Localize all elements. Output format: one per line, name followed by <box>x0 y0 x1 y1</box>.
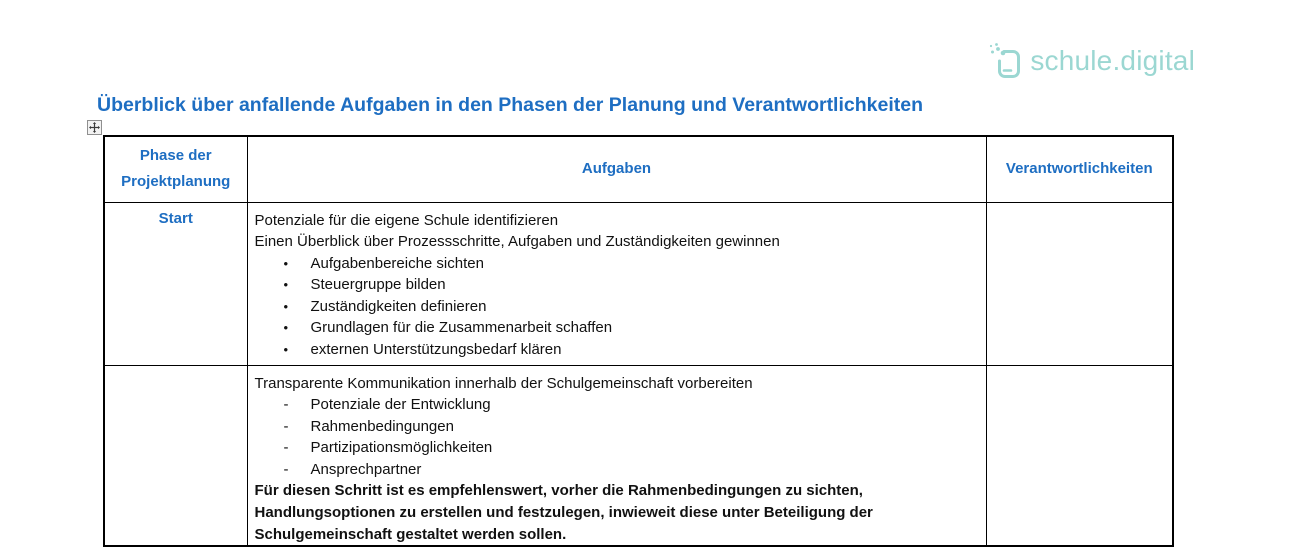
dash-marker: - <box>283 396 289 414</box>
advice-note-line: Für diesen Schritt ist es empfehlenswert, vorher die Rahmenbedingungen zu sichten, <box>254 482 863 500</box>
tasks-cell <box>247 365 986 546</box>
task-list-item <box>255 339 978 361</box>
task-intro-line: Einen Überblick über Prozessschritte, Aufgaben und Zuständigkeiten gewinnen <box>254 233 780 251</box>
page-title: Überblick über anfallende Aufgaben in den Phasen der Planung und Verantwortlichkeiten <box>97 94 924 116</box>
bullet-text: externen Unterstützungsbedarf klären <box>310 341 562 359</box>
advice-note-line: Handlungsoptionen zu erstellen und festzulegen, inwieweit diese unter Beteiligung der <box>254 504 873 522</box>
bullet-text: Ansprechpartner <box>310 460 422 478</box>
bullet-marker: • <box>283 320 289 336</box>
bullet-text: Aufgabenbereiche sichten <box>310 254 484 272</box>
task-list-item <box>255 416 978 438</box>
task-intro-line: Potenziale für die eigene Schule identifizieren <box>254 211 559 229</box>
logo <box>989 42 1195 80</box>
planning-table <box>103 135 1174 547</box>
dash-marker: - <box>283 417 289 435</box>
task-list-item <box>255 437 978 459</box>
move-arrows-icon <box>89 122 100 133</box>
tasks-cell <box>247 202 986 365</box>
col-header-phase: Phase der Projektplanung <box>104 136 247 202</box>
bullet-text: Zuständigkeiten definieren <box>310 297 487 315</box>
responsibility-cell <box>986 365 1173 546</box>
task-intro-line: Transparente Kommunikation innerhalb der Schulgemeinschaft vorbereiten <box>254 374 753 392</box>
table-row-start <box>104 202 1173 365</box>
bullet-text: Grundlagen für die Zusammenarbeit schaffen <box>310 319 613 337</box>
bullet-marker: • <box>283 298 289 314</box>
task-list-item <box>255 459 978 481</box>
phase-cell: Start <box>104 202 247 365</box>
phase-cell <box>104 365 247 546</box>
task-list-item <box>255 253 978 275</box>
task-list-item <box>255 317 978 339</box>
advice-note-line: Schulgemeinschaft gestaltet werden sollen. <box>254 525 567 543</box>
bullet-marker: • <box>283 342 289 358</box>
bullet-marker: • <box>283 255 289 271</box>
task-list-item <box>255 394 978 416</box>
responsibility-cell <box>986 202 1173 365</box>
schule-digital-logo-icon <box>989 42 1023 80</box>
bullet-text: Partizipationsmöglichkeiten <box>310 439 493 457</box>
task-list-item <box>255 296 978 318</box>
table-move-handle[interactable] <box>87 120 102 135</box>
bullet-text: Steuergruppe bilden <box>310 276 446 294</box>
dash-marker: - <box>283 460 289 478</box>
bullet-text: Potenziale der Entwicklung <box>310 396 491 414</box>
col-header-verantwortlichkeiten: Verantwortlichkeiten <box>986 136 1173 202</box>
bullet-text: Rahmenbedingungen <box>310 417 454 435</box>
logo-text: schule.digital <box>1030 45 1195 76</box>
task-list-item <box>255 274 978 296</box>
col-header-aufgaben: Aufgaben <box>247 136 986 202</box>
dash-marker: - <box>283 439 289 457</box>
table-row-communication <box>104 365 1173 546</box>
table-header-row <box>104 136 1173 202</box>
bullet-marker: • <box>283 277 289 293</box>
